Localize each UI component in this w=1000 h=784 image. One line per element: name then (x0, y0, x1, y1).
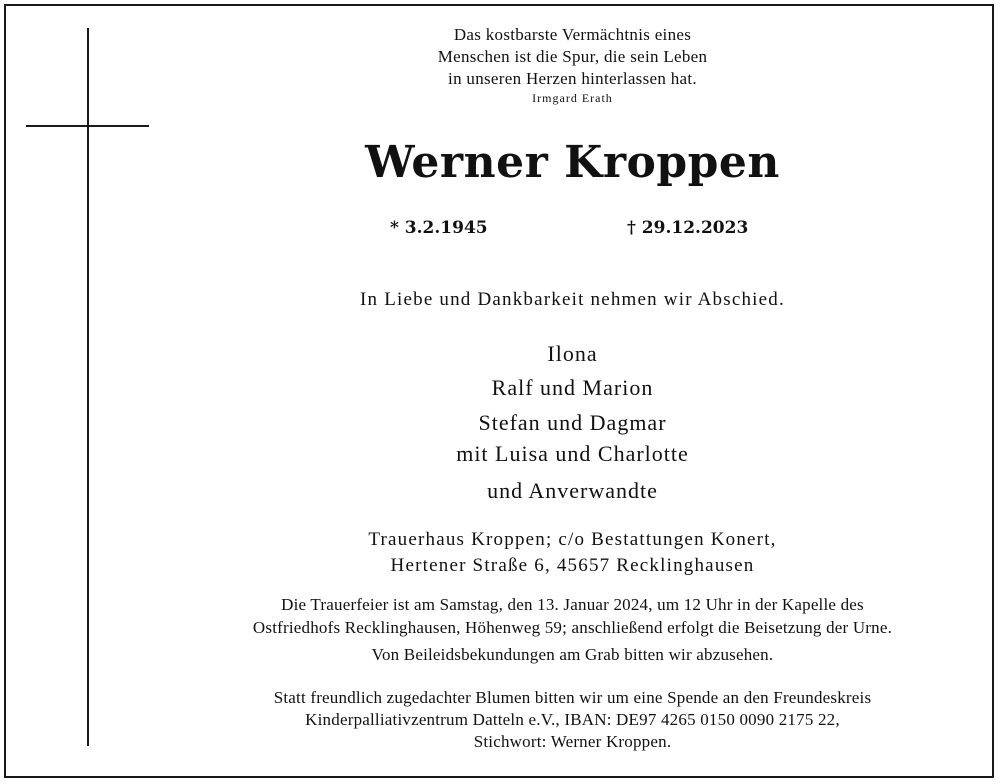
mourner-line: und Anverwandte (487, 478, 658, 503)
mourner-line: Ralf und Marion (491, 375, 654, 400)
mourner-line: Stefan und Dagmar (478, 410, 667, 435)
address-line: Trauerhaus Kroppen; c/o Bestattungen Konert, (368, 529, 777, 550)
mourner-line: mit Luisa und Charlotte (456, 441, 689, 466)
donation-line: Kinderpalliativzentrum Datteln e.V., IBAN: DE97 4265 0150 0090 2175 22, (305, 710, 840, 729)
ceremony-line: Von Beileidsbekundungen am Grab bitten wir abzusehen. (371, 645, 774, 664)
donation-line: Statt freundlich zugedachter Blumen bitten wir um eine Spende an den Freundeskreis (273, 688, 872, 707)
quote-line: Das kostbarste Vermächtnis eines (453, 25, 692, 44)
cross-icon-vertical (87, 28, 89, 746)
mourner-line: Ilona (547, 341, 598, 366)
deceased-name: Werner Kroppen (365, 137, 780, 188)
birth-date: * 3.2.1945 (390, 218, 488, 238)
death-date: † 29.12.2023 (627, 218, 749, 238)
quote-line: Menschen ist die Spur, die sein Leben (437, 47, 708, 66)
ceremony-line: Die Trauerfeier ist am Samstag, den 13. Januar 2024, um 12 Uhr in der Kapelle des (281, 595, 864, 614)
cross-icon-horizontal (26, 125, 149, 127)
ceremony-line: Ostfriedhofs Recklinghausen, Höhenweg 59; anschließend erfolgt die Beisetzung der Urne. (252, 618, 893, 637)
notice-content (150, 0, 995, 784)
quote-line: in unseren Herzen hinterlassen hat. (448, 69, 697, 88)
address-line: Hertener Straße 6, 45657 Recklinghausen (390, 555, 755, 576)
quote-author: Irmgard Erath (532, 91, 613, 105)
farewell-text: In Liebe und Dankbarkeit nehmen wir Abschied. (360, 289, 785, 310)
donation-line: Stichwort: Werner Kroppen. (473, 732, 672, 751)
